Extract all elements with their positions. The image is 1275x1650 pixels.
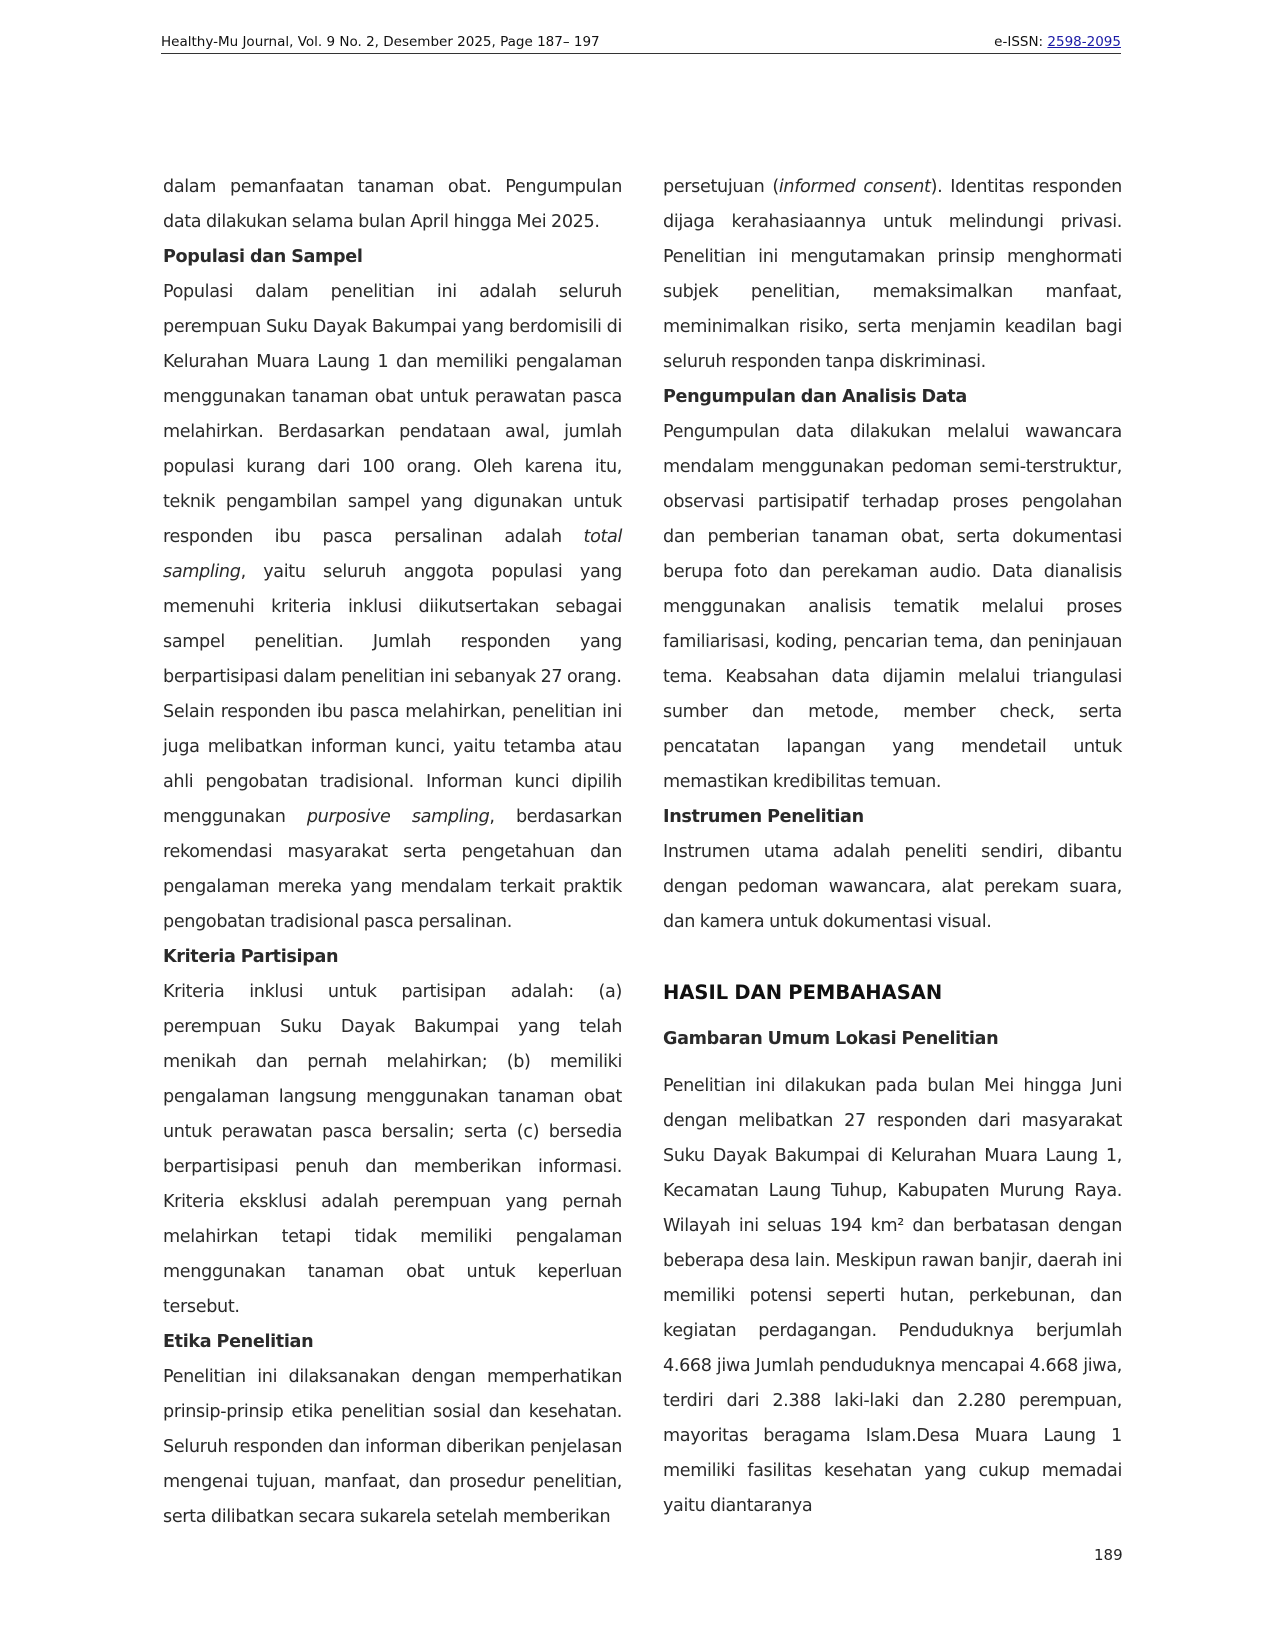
paragraph: Penelitian ini dilaksanakan dengan memperhatikan prinsip-prinsip etika penelitian sosial dan kesehatan. Seluruh responden dan informan diberikan penjelasan mengenai tujuan, manfaat, dan prosedur penelitian, serta dilibatkan secara sukarela setelah memberikan (163, 1367, 622, 1527)
issn (994, 34, 1121, 50)
section-heading-kriteria: Kriteria Partisipan (163, 947, 339, 967)
right-column (663, 170, 1122, 1524)
section-heading-etika: Etika Penelitian (163, 1332, 314, 1352)
paragraph: Pengumpulan data dilakukan melalui wawancara mendalam menggunakan pedoman semi-terstruktur, observasi partisipatif terhadap proses pengolahan dan pemberian tanaman obat, serta dokumentasi berupa foto dan perekaman audio. Data dianalisis menggunakan analisis tematik melalui proses familiarisasi, koding, pencarian tema, dan peninjauan tema. Keabsahan data dijamin melalui triangulasi sumber dan metode, member check, serta pencatatan lapangan yang mendetail untuk memastikan kredibilitas temuan. (663, 422, 1122, 792)
emphasis: purposive sampling (306, 807, 490, 827)
chapter-heading-hasil: HASIL DAN PEMBAHASAN (663, 981, 943, 1004)
section-heading-gambaran: Gambaran Umum Lokasi Penelitian (663, 1029, 999, 1049)
running-header (161, 31, 1121, 54)
page-number: 189 (1094, 1546, 1123, 1564)
paragraph: dalam pemanfaatan tanaman obat. Pengumpulan data dilakukan selama bulan April hingga Mei 2025. (163, 177, 622, 232)
paragraph: Selain responden ibu pasca melahirkan, penelitian ini juga melibatkan informan kunci, yaitu tetamba atau ahli pengobatan tradisional. Informan kunci dipilih menggunakan purposive sampling, berdasarkan rekomendasi masyarakat serta pengetahuan dan pengalaman mereka yang mendalam terkait praktik pengobatan tradisional pasca persalinan. (163, 702, 622, 932)
emphasis: informed consent (778, 177, 931, 197)
section-heading-pengumpulan: Pengumpulan dan Analisis Data (663, 387, 967, 407)
emphasis: total sampling (163, 527, 622, 582)
left-column (163, 170, 622, 1535)
paragraph: Populasi dalam penelitian ini adalah seluruh perempuan Suku Dayak Bakumpai yang berdomisili di Kelurahan Muara Laung 1 dan memiliki pengalaman menggunakan tanaman obat untuk perawatan pasca melahirkan. Berdasarkan pendataan awal, jumlah populasi kurang dari 100 orang. Oleh karena itu, teknik pengambilan sampel yang digunakan untuk responden ibu pasca persalinan adalah total sampling, yaitu seluruh anggota populasi yang memenuhi kriteria inklusi diikutsertakan sebagai sampel penelitian. Jumlah responden yang berpartisipasi dalam penelitian ini sebanyak 27 orang. (163, 282, 622, 687)
paragraph: Kriteria inklusi untuk partisipan adalah: (a) perempuan Suku Dayak Bakumpai yang telah menikah dan pernah melahirkan; (b) memiliki pengalaman langsung menggunakan tanaman obat untuk perawatan pasca bersalin; serta (c) bersedia berpartisipasi penuh dan memberikan informasi. Kriteria eksklusi adalah perempuan yang pernah melahirkan tetapi tidak memiliki pengalaman menggunakan tanaman obat untuk keperluan tersebut. (163, 982, 622, 1317)
journal-citation: Healthy-Mu Journal, Vol. 9 No. 2, Desember 2025, Page 187– 197 (161, 34, 600, 50)
section-heading-populasi: Populasi dan Sampel (163, 247, 363, 267)
issn-link[interactable]: 2598-2095 (1047, 34, 1121, 50)
section-heading-instrumen: Instrumen Penelitian (663, 807, 864, 827)
issn-label: e-ISSN: (994, 34, 1048, 50)
paragraph: Penelitian ini dilakukan pada bulan Mei hingga Juni dengan melibatkan 27 responden dari masyarakat Suku Dayak Bakumpai di Kelurahan Muara Laung 1, Kecamatan Laung Tuhup, Kabupaten Murung Raya. Wilayah ini seluas 194 km² dan berbatasan dengan beberapa desa lain. Meskipun rawan banjir, daerah ini memiliki potensi seperti hutan, perkebunan, dan kegiatan perdagangan. Penduduknya berjumlah 4.668 jiwa Jumlah penduduknya mencapai 4.668 jiwa, terdiri dari 2.388 laki-laki dan 2.280 perempuan, mayoritas beragama Islam.Desa Muara Laung 1 memiliki fasilitas kesehatan yang cukup memadai yaitu diantaranya (663, 1076, 1122, 1516)
paragraph: Instrumen utama adalah peneliti sendiri, dibantu dengan pedoman wawancara, alat perekam suara, dan kamera untuk dokumentasi visual. (663, 842, 1122, 932)
paragraph: persetujuan (informed consent). Identitas responden dijaga kerahasiaannya untuk melindungi privasi. Penelitian ini mengutamakan prinsip menghormati subjek penelitian, memaksimalkan manfaat, meminimalkan risiko, serta menjamin keadilan bagi seluruh responden tanpa diskriminasi. (663, 177, 1122, 372)
